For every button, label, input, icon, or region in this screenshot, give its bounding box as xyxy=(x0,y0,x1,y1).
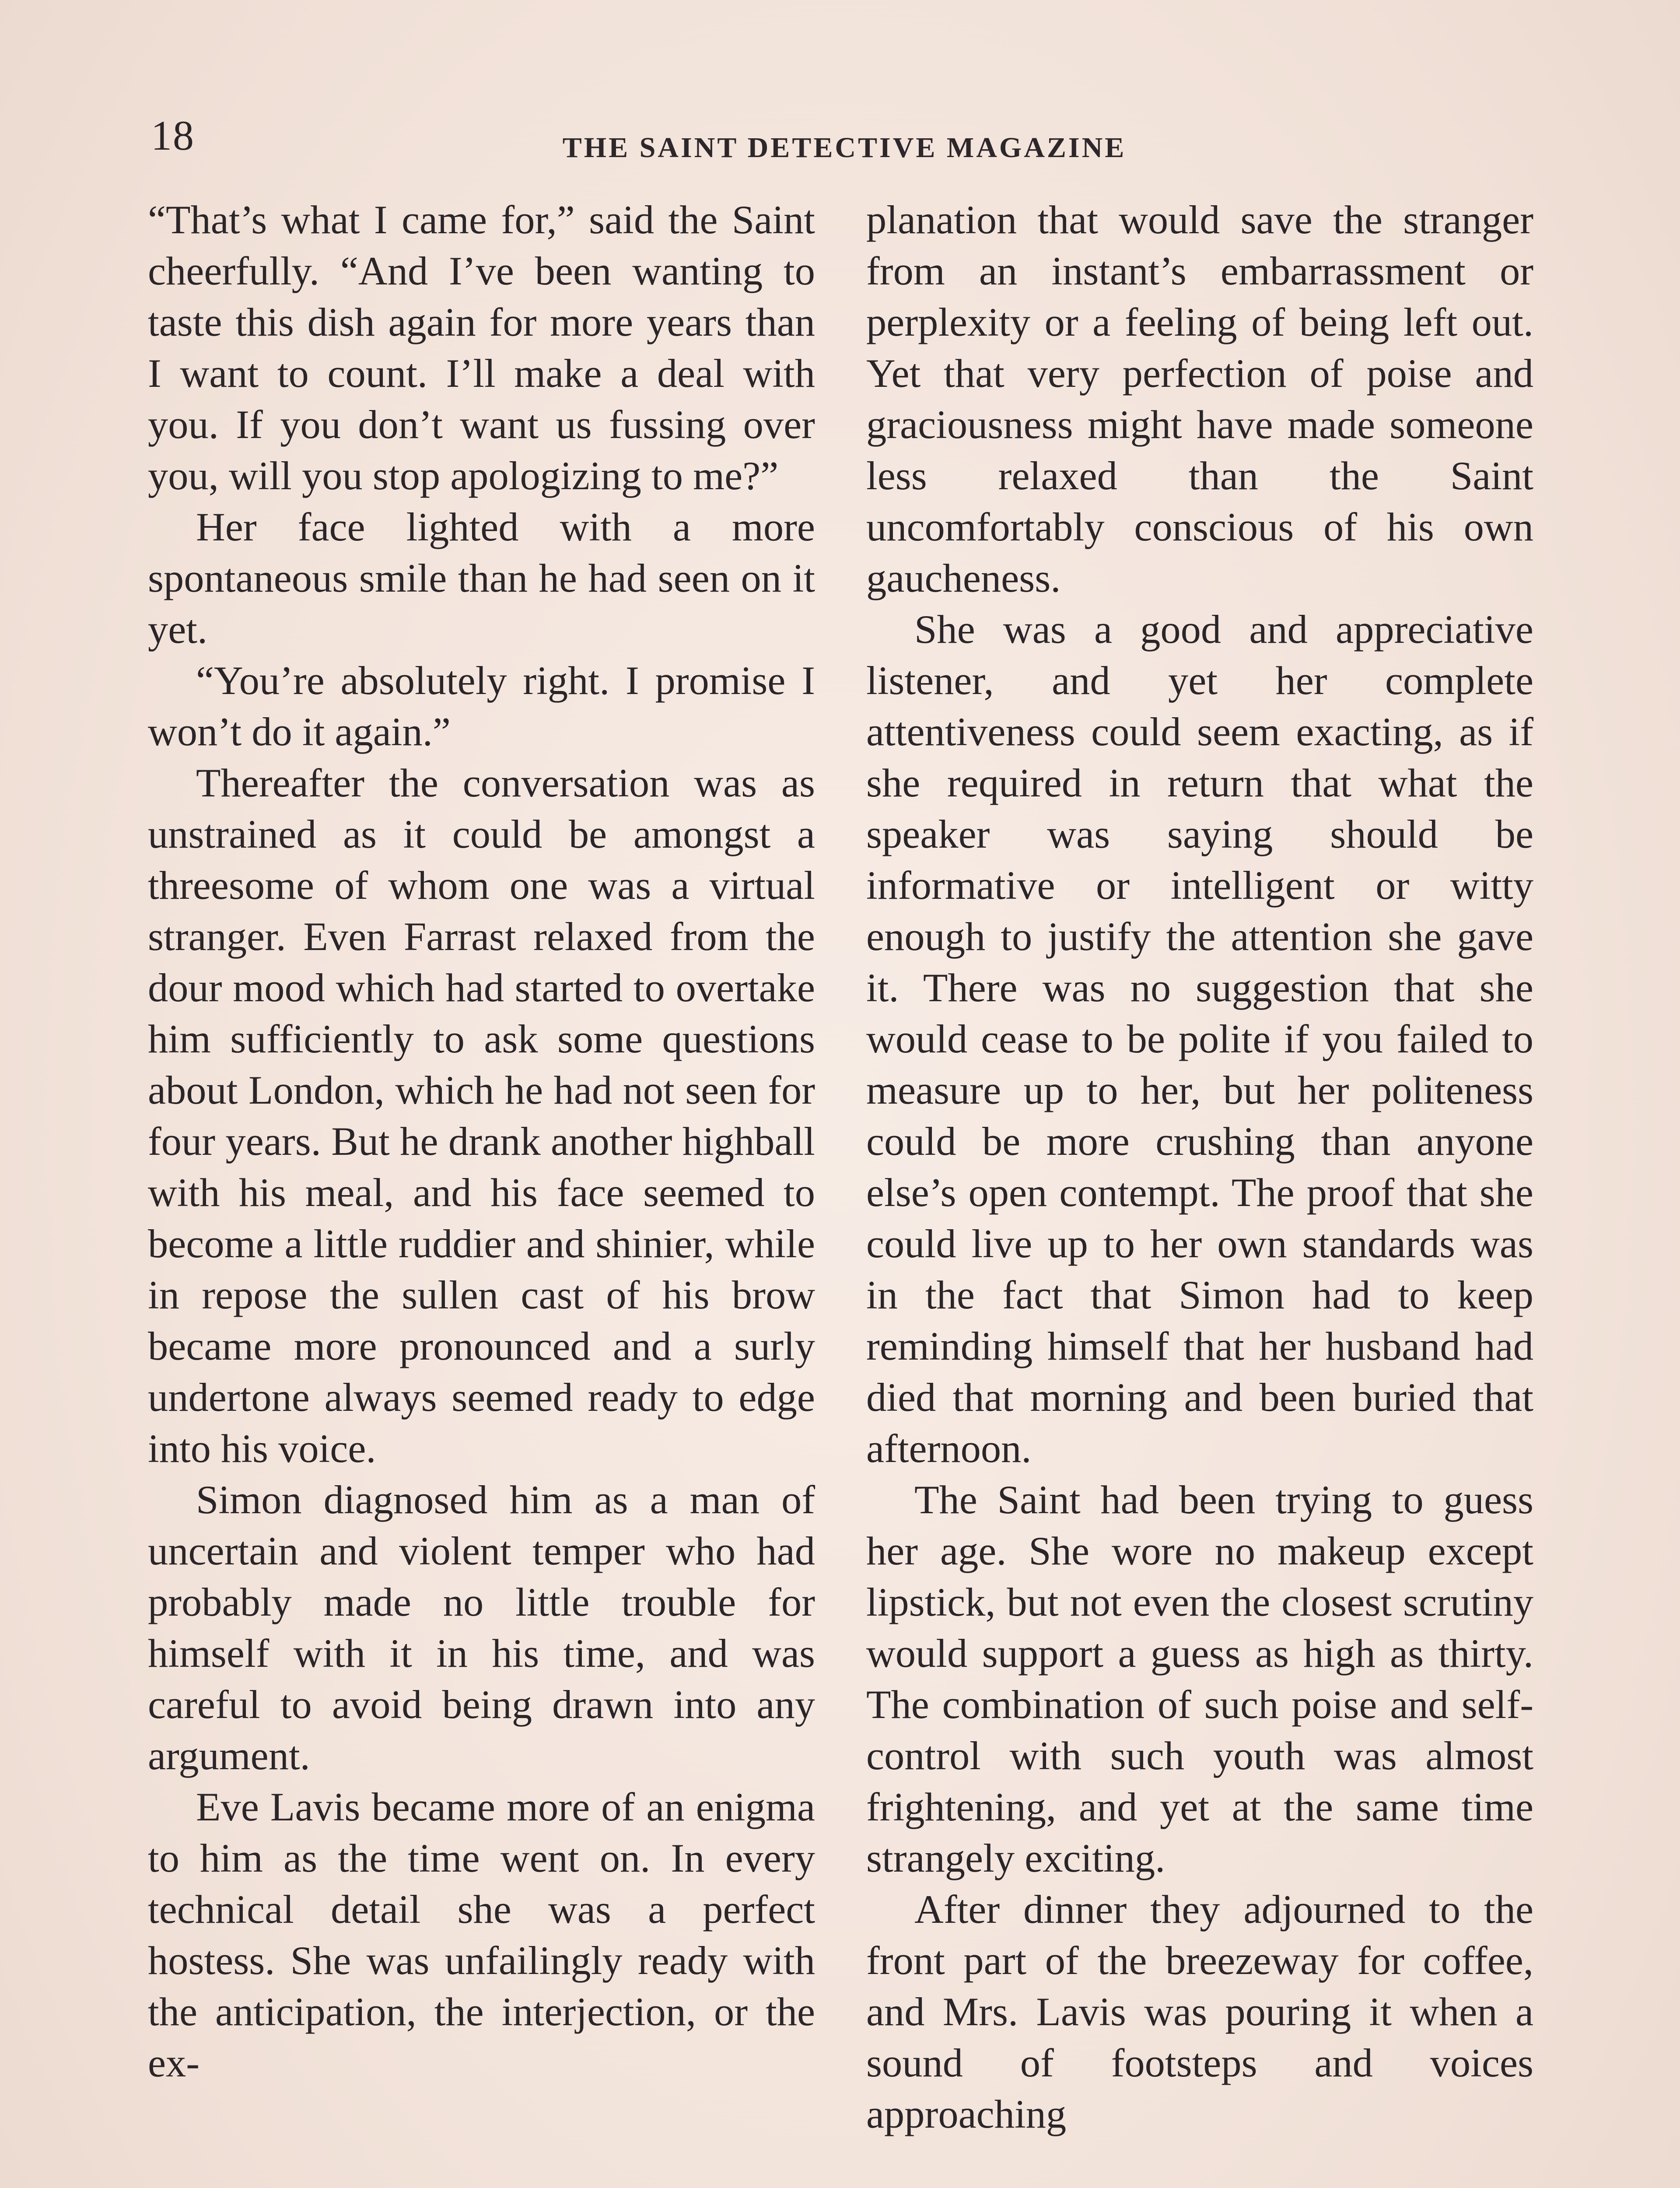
paragraph: She was a good and appreciative listener, and yet her complete attentiveness could seem exacting, as if she required in return that what the speaker was saying should be informative or intelligent or witty enough to justify the attention she gave it. There was no suggestion that she would cease to be polite if you failed to measure up to her, but her politeness could be more crushing than anyone else’s open contempt. The proof that she could live up to her own standards was in the fact that Simon had to keep reminding himself that her husband had died that morning and been buried that afternoon. xyxy=(866,607,1533,1471)
right-column xyxy=(866,195,1533,2140)
paragraph: Simon diagnosed him as a man of uncertain and violent temper who had probably made no little trouble for himself with it in his time, and was careful to avoid being drawn into any argument. xyxy=(148,1478,815,1778)
page-number: 18 xyxy=(151,112,195,159)
paragraph: The Saint had been trying to guess her age. She wore no makeup except lipstick, but not even the closest scrutiny would support a guess as high as thirty. The combination of such poise and self-control with such youth was almost frightening, and yet at the same time strangely exciting. xyxy=(866,1478,1533,1881)
paragraph: “You’re absolutely right. I promise I won’t do it again.” xyxy=(148,659,815,754)
paragraph: “That’s what I came for,” said the Saint cheerfully. “And I’ve been wanting to taste this dish again for more years than I want to count. I’ll make a deal with you. If you don’t want us fussing over you, will you stop apologizing to me?” xyxy=(148,198,815,498)
paragraph: planation that would save the stranger from an instant’s embarrassment or perplexity or a feeling of being left out. Yet that very perfection of poise and graciousness might have made someone less relaxed than the Saint uncomfortably conscious of his own gaucheness. xyxy=(866,198,1533,601)
paragraph: Eve Lavis became more of an enigma to him as the time went on. In every technical detail she was a perfect hostess. She was unfailingly ready with the anticipation, the interjection, or the ex- xyxy=(148,1785,815,2086)
left-column xyxy=(148,195,815,2089)
paragraph: Her face lighted with a more spontaneous smile than he had seen on it yet. xyxy=(148,505,815,652)
running-head: THE SAINT DETECTIVE MAGAZINE xyxy=(562,132,1127,164)
paragraph: Thereafter the conversation was as unstrained as it could be amongst a threesome of whom one was a virtual stranger. Even Farrast relaxed from the dour mood which had started to overtake him sufficiently to ask some questions about London, which he had not seen for four years. But he drank another highball with his meal, and his face seemed to become a little ruddier and shinier, while in repose the sullen cast of his brow became more pronounced and a surly undertone always seemed ready to edge into his voice. xyxy=(148,761,815,1471)
paragraph: After dinner they adjourned to the front part of the breezeway for coffee, and Mrs. Lavis was pouring it when a sound of footsteps and voices approaching xyxy=(866,1887,1533,2137)
